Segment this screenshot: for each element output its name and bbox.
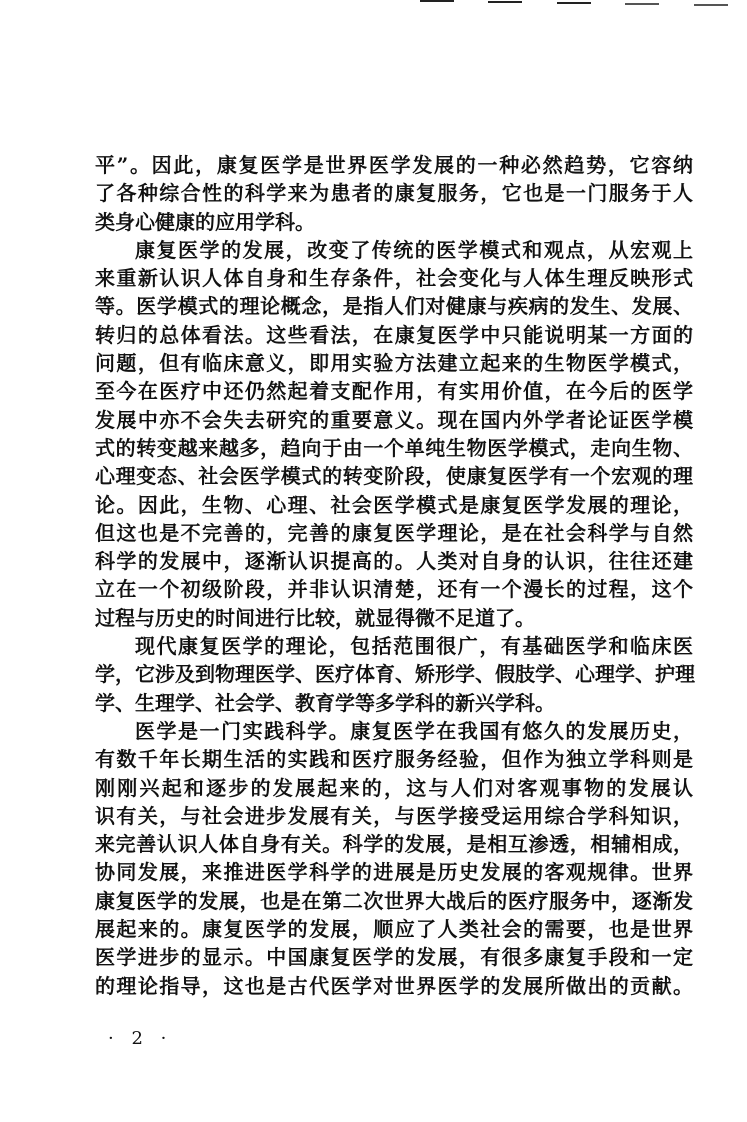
text-line: 刚刚兴起和逐步的发展起来的，这与人们对客观事物的发展认 — [95, 775, 693, 800]
text-line: 现代康复医学的理论，包括范围很广，有基础医学和临床医 — [135, 634, 693, 659]
text-line: 医学进步的显示。中国康复医学的发展，有很多康复手段和一定 — [95, 945, 693, 970]
header-rule — [557, 2, 591, 4]
text-line: 平”。因此，康复医学是世界医学发展的一种必然趋势，它容纳 — [95, 153, 693, 177]
header-rule — [694, 4, 728, 6]
text-line: 立在一个初级阶段，并非认识清楚，还有一个漫长的过程，这个 — [95, 577, 693, 602]
text-line: 康复医学的发展，改变了传统的医学模式和观点，从宏观上 — [135, 237, 693, 262]
text-line: 医学是一门实践科学。康复医学在我国有悠久的发展历史， — [135, 718, 693, 743]
header-rule — [488, 1, 522, 3]
text-line: 学、生理学、社会学、教育学等多学科的新兴学科。 — [95, 690, 555, 715]
text-line: 来重新认识人体自身和生存条件，社会变化与人体生理反映形式 — [95, 266, 693, 291]
text-line: 的理论指导，这也是古代医学对世界医学的发展所做出的贡献。 — [95, 973, 693, 998]
text-line: 科学的发展中，逐渐认识提高的。人类对自身的认识，往往还建 — [95, 549, 693, 574]
text-line: 类身心健康的应用学科。 — [95, 209, 315, 234]
text-line: 来完善认识人体自身有关。科学的发展，是相互渗透，相辅相成， — [95, 832, 693, 857]
text-line: 过程与历史的时间进行比较，就显得微不足道了。 — [95, 605, 535, 630]
text-line: 至今在医疗中还仍然起着支配作用，有实用价值，在今后的医学 — [95, 379, 693, 404]
text-line: 论。因此，生物、心理、社会医学模式是康复医学发展的理论， — [95, 492, 693, 517]
text-line: 学，它涉及到物理医学、医疗体育、矫形学、假肢学、心理学、护理 — [95, 662, 695, 687]
text-line: 有数千年长期生活的实践和医疗服务经验，但作为独立学科则是 — [95, 747, 693, 772]
body-text — [95, 151, 693, 1000]
text-line: 发展中亦不会失去研究的重要意义。现在国内外学者论证医学模 — [95, 407, 693, 432]
text-line: 式的转变越来越多，趋向于由一个单纯生物医学模式，走向生物、 — [95, 435, 693, 460]
header-rule — [420, 0, 454, 2]
text-line: 康复医学的发展，也是在第二次世界大战后的医疗服务中，逐渐发 — [95, 888, 693, 913]
text-line: 等。医学模式的理论概念，是指人们对健康与疾病的发生、发展、 — [95, 294, 693, 319]
header-rule — [625, 3, 659, 5]
text-line: 识有关，与社会进步发展有关，与医学接受运用综合学科知识， — [95, 803, 693, 828]
text-line: 了各种综合性的科学来为患者的康复服务，它也是一门服务于人 — [95, 181, 693, 206]
text-line: 问题，但有临床意义，即用实验方法建立起来的生物医学模式， — [95, 351, 693, 376]
text-line: 但这也是不完善的，完善的康复医学理论，是在社会科学与自然 — [95, 520, 693, 545]
text-line: 协同发展，来推进医学科学的进展是历史发展的客观规律。世界 — [95, 860, 693, 885]
text-line: 转归的总体看法。这些看法，在康复医学中只能说明某一方面的 — [95, 322, 693, 347]
page-number: · 2 · — [108, 1028, 173, 1049]
text-line: 心理变态、社会医学模式的转变阶段，使康复医学有一个宏观的理 — [95, 464, 693, 489]
text-line: 展起来的。康复医学的发展，顺应了人类社会的需要，也是世界 — [95, 917, 693, 942]
